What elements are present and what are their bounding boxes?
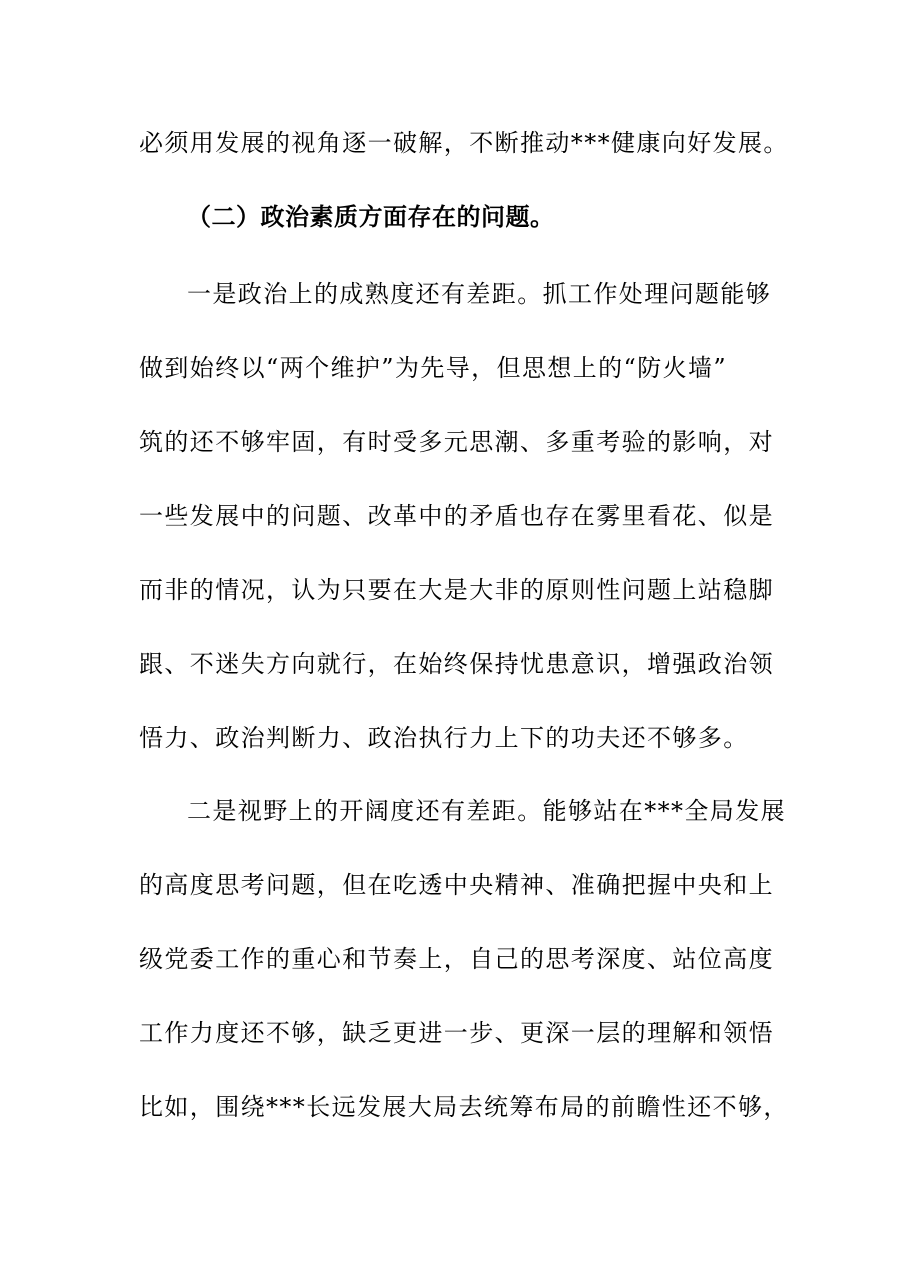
paragraph-line: 二是视野上的开阔度还有差距。能够站在***全局发展 [187,797,786,825]
paragraph-line: 而非的情况，认为只要在大是大非的原则性问题上站稳脚 [139,576,774,604]
paragraph-line: 级党委工作的重心和节奏上，自己的思考深度、站位高度 [139,945,774,973]
paragraph-line: 比如，围绕***长远发展大局去统筹布局的前瞻性还不够， [139,1093,789,1121]
paragraph-line: 一是政治上的成熟度还有差距。抓工作处理问题能够 [187,280,772,308]
paragraph-line: 工作力度还不够，缺乏更进一步、更深一层的理解和领悟 [139,1019,774,1047]
section-heading: （二）政治素质方面存在的问题。 [187,203,555,231]
paragraph-line: 一些发展中的问题、改革中的矛盾也存在雾里看花、似是 [139,502,774,530]
paragraph-line: 筑的还不够牢固，有时受多元思潮、多重考验的影响，对 [139,428,774,456]
paragraph-line: 的高度思考问题，但在吃透中央精神、准确把握中央和上 [139,871,774,899]
paragraph-line: 做到始终以“两个维护”为先导，但思想上的“防火墙” [139,354,728,382]
paragraph-line: 悟力、政治判断力、政治执行力上下的功夫还不够多。 [139,724,749,752]
paragraph-line: 跟、不迷失方向就行，在始终保持忧患意识，增强政治领 [139,650,774,678]
continuation-line: 必须用发展的视角逐一破解，不断推动***健康向好发展。 [139,129,789,157]
